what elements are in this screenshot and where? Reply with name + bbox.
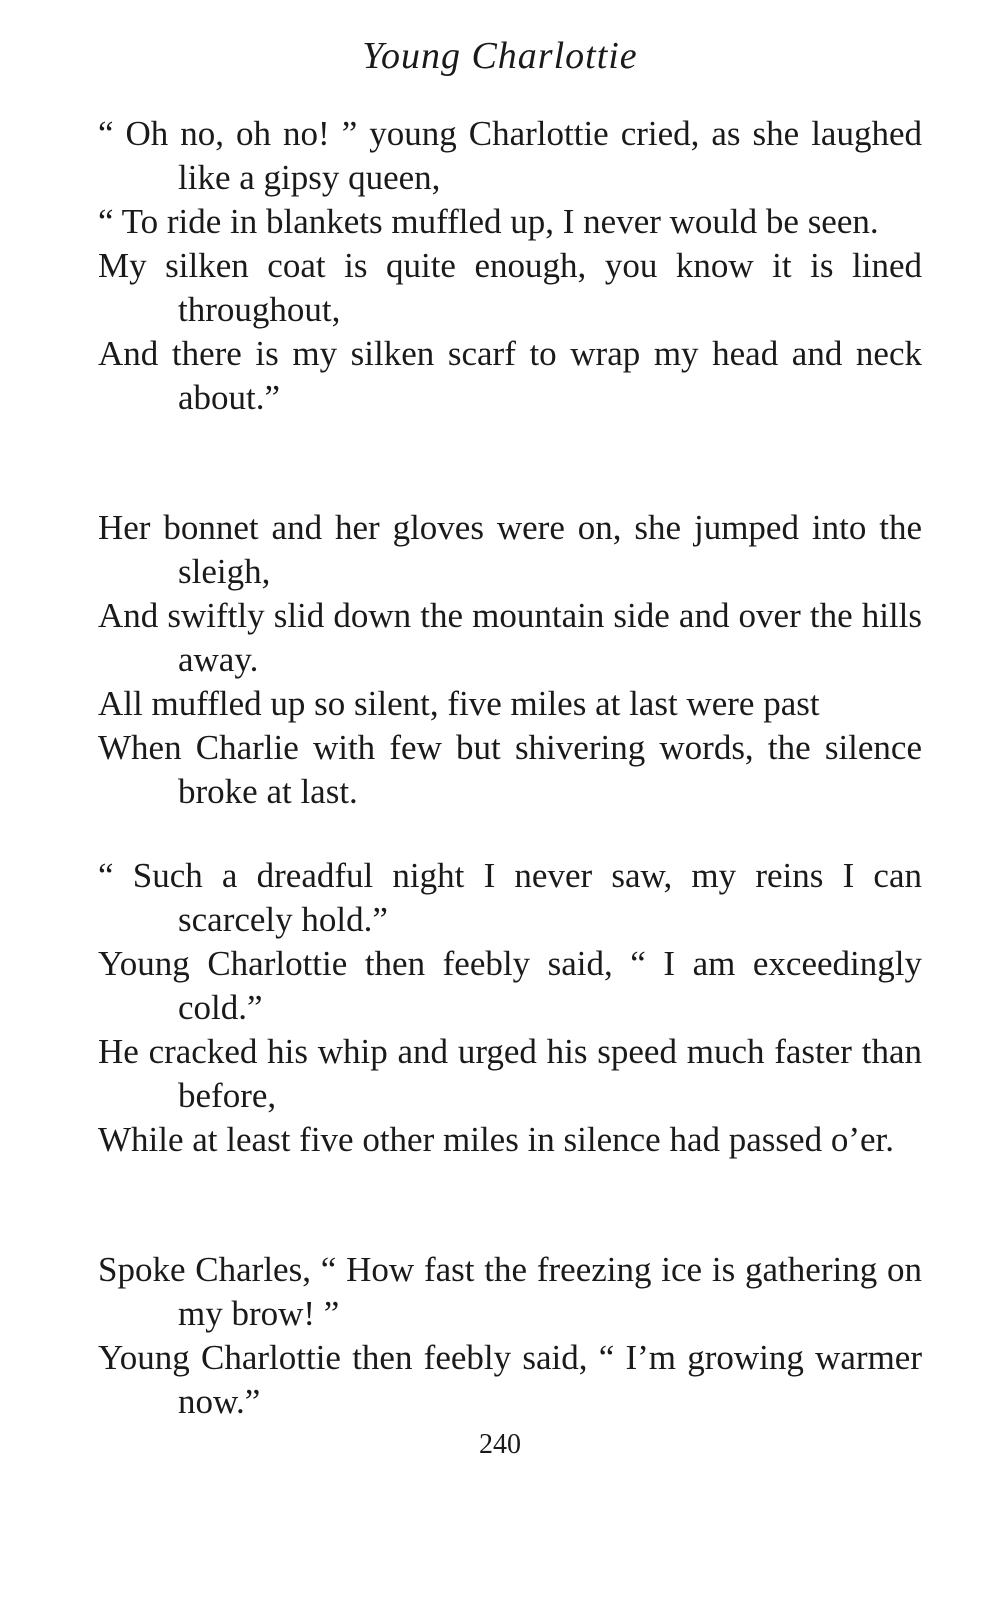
verse-line: “ Oh no, oh no! ” young Charlottie cried, as she laughed like a gipsy queen, (98, 114, 922, 197)
page-number: 240 (479, 1429, 521, 1460)
verse-line: When Charlie with few but shivering words, the silence broke at last. (98, 728, 922, 811)
stanza-3 (98, 854, 922, 1162)
verse-line: Her bonnet and her gloves were on, she jumped into the sleigh, (98, 508, 922, 591)
verse-line: While at least five other miles in silence had passed o’er. (98, 1120, 894, 1159)
stanza-2 (98, 506, 922, 814)
stanza-4 (98, 1248, 922, 1424)
verse-line: My silken coat is quite enough, you know it is lined throughout, (98, 246, 922, 329)
verse-line: Young Charlottie then feebly said, “ I am exceedingly cold.” (98, 944, 922, 1027)
verse-line: “ Such a dreadful night I never saw, my reins I can scarcely hold.” (98, 856, 922, 939)
verse-line: And there is my silken scarf to wrap my head and neck about.” (98, 334, 922, 417)
verse-line: “ To ride in blankets muffled up, I never would be seen. (98, 202, 879, 241)
running-head: Young Charlottie (362, 35, 638, 77)
stanza-1 (98, 112, 922, 420)
verse-line: Spoke Charles, “ How fast the freezing ice is gathering on my brow! ” (98, 1250, 922, 1333)
verse-line: All muffled up so silent, five miles at last were past (98, 684, 820, 723)
verse-line: And swiftly slid down the mountain side and over the hills away. (98, 596, 922, 679)
verse-line: He cracked his whip and urged his speed much faster than before, (98, 1032, 922, 1115)
verse-line: Young Charlottie then feebly said, “ I’m growing warmer now.” (98, 1338, 922, 1421)
